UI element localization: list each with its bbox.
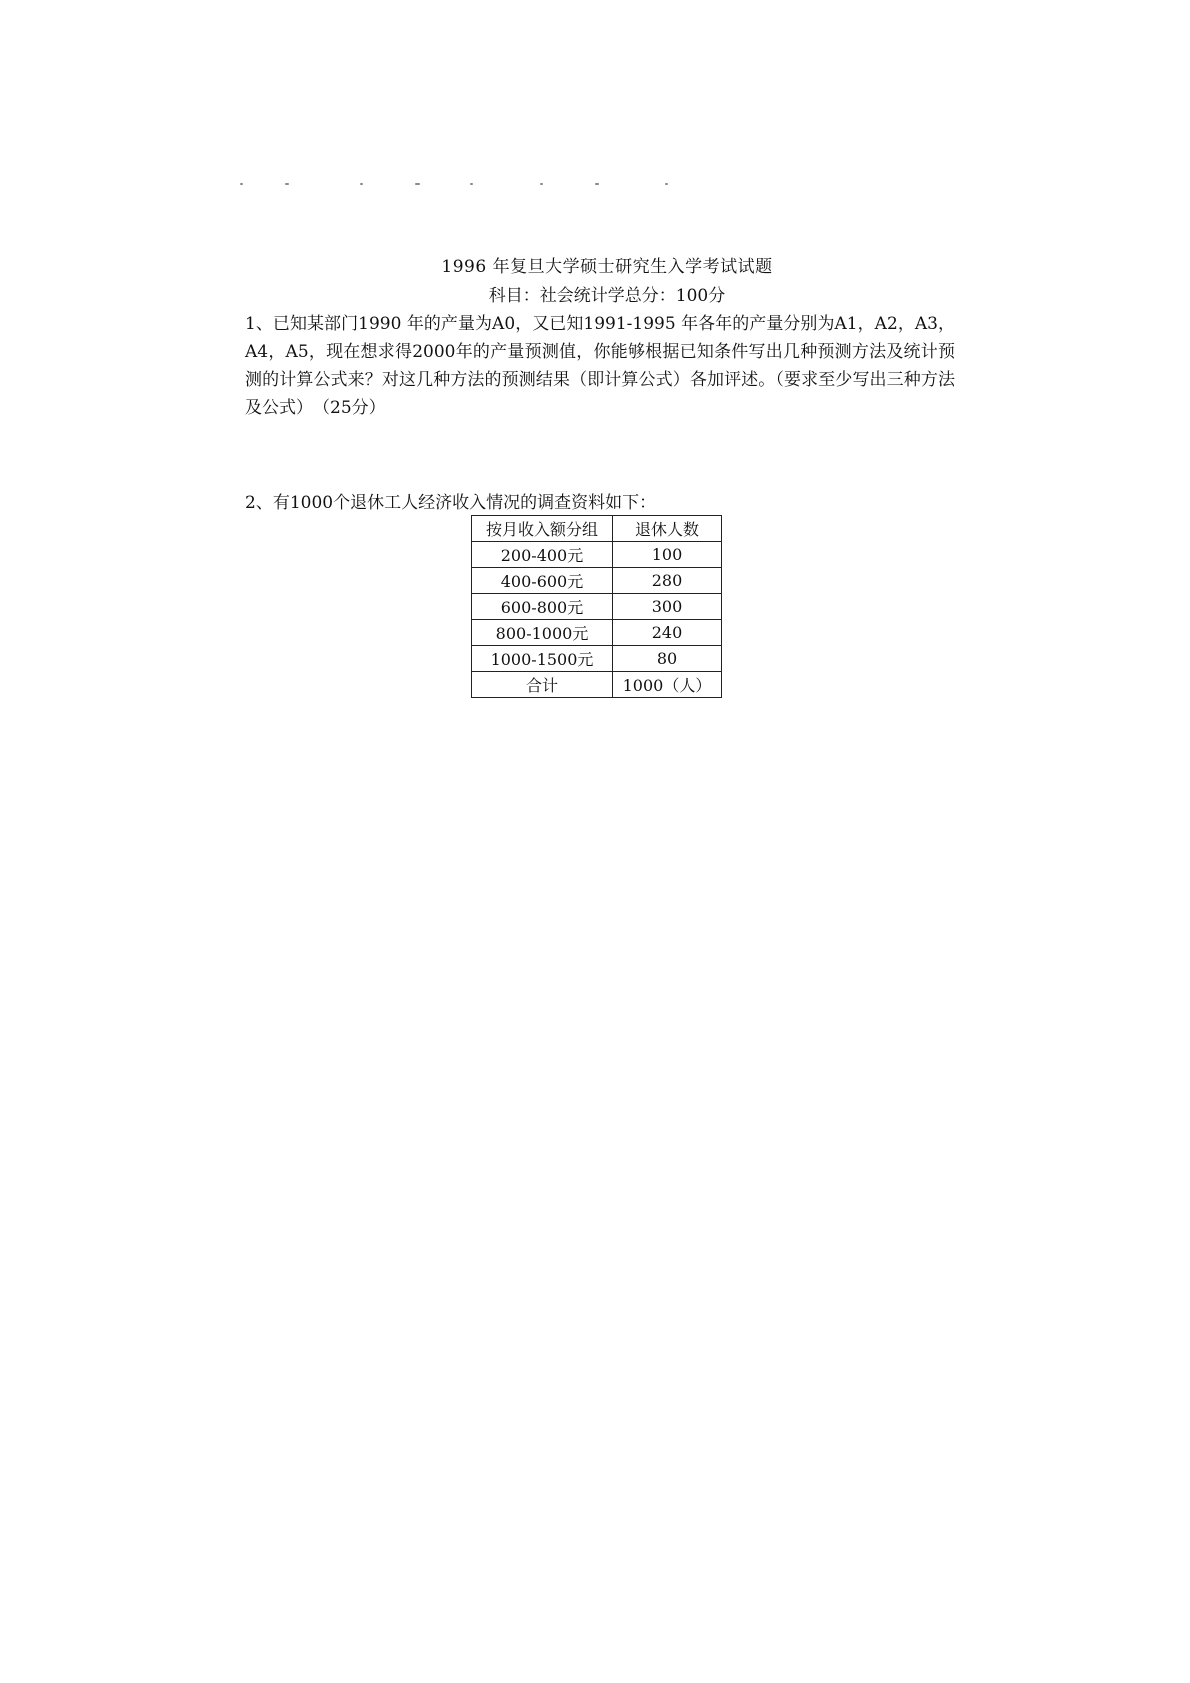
cell-retiree-count: 280 [613, 568, 722, 594]
header-retiree-count: 退休人数 [613, 516, 722, 542]
cell-income-group: 800-1000元 [472, 620, 613, 646]
cell-retiree-count: 80 [613, 646, 722, 672]
table-total-row [472, 672, 722, 698]
table-row [472, 646, 722, 672]
scan-artifacts [240, 183, 680, 187]
table-row [472, 620, 722, 646]
cell-total-value: 1000（人） [613, 672, 722, 698]
cell-retiree-count: 100 [613, 542, 722, 568]
table-row [472, 568, 722, 594]
cell-total-label: 合计 [472, 672, 613, 698]
exam-title: 1996 年复旦大学硕士研究生入学考试试题 [441, 257, 773, 277]
income-table [471, 515, 722, 698]
question-2: 2、有1000个退休工人经济收入情况的调查资料如下： [245, 493, 657, 513]
cell-income-group: 400-600元 [472, 568, 613, 594]
cell-retiree-count: 240 [613, 620, 722, 646]
cell-retiree-count: 300 [613, 594, 722, 620]
question-1: 1、已知某部门1990 年的产量为A0，又已知1991-1995 年各年的产量分别为A1，A2，A3，A4，A5，现在想求得2000年的产量预测值，你能够根据已知条件写出几种预测方法及统计预测的计算公式来？对这几种方法的预测结果（即计算公式）各加评述。（要求至少写出三种方法及公式） （25分） [245, 314, 955, 418]
cell-income-group: 600-800元 [472, 594, 613, 620]
header-income-group: 按月收入额分组 [472, 516, 613, 542]
table-row [472, 542, 722, 568]
cell-income-group: 200-400元 [472, 542, 613, 568]
exam-subtitle: 科目：社会统计学总分：100分 [488, 286, 726, 306]
table-row [472, 594, 722, 620]
table-header-row [472, 516, 722, 542]
cell-income-group: 1000-1500元 [472, 646, 613, 672]
